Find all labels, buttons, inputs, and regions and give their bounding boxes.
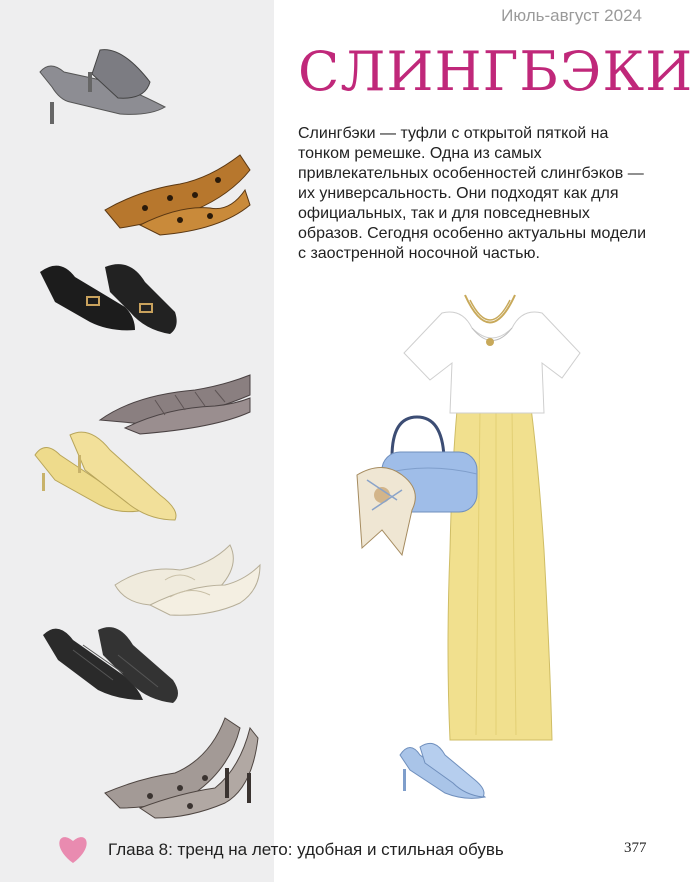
shoe-black-woven xyxy=(38,615,188,710)
shoe-black-buckle xyxy=(35,252,185,347)
article-title: СЛИНГБЭКИ xyxy=(298,40,694,103)
shoe-snake-print xyxy=(100,708,260,823)
issue-date: Июль-август 2024 xyxy=(501,6,642,25)
article-body: Слингбэки — туфли с открытой пяткой на тонком ремешке. Одна из самых привлекательных особенностей слингбэков — их универсальность. Они подходят как для официальных, так и для повседневных образов. Сегодня особенно актуальны модели с заостренной носочной частью. xyxy=(298,125,647,262)
shoe-cream-woven xyxy=(110,525,265,620)
heart-icon xyxy=(55,833,91,865)
shoe-yellow xyxy=(30,425,190,525)
footer-chapter: Глава 8: тренд на лето: удобная и стильная обувь xyxy=(108,840,504,859)
outfit-necklace xyxy=(455,290,525,360)
outfit-blue-shoes xyxy=(395,735,495,805)
page-number: 377 xyxy=(624,840,647,856)
shoe-silver-metallic xyxy=(30,42,180,142)
shoe-leopard xyxy=(100,150,260,240)
outfit-scarf xyxy=(352,460,427,560)
